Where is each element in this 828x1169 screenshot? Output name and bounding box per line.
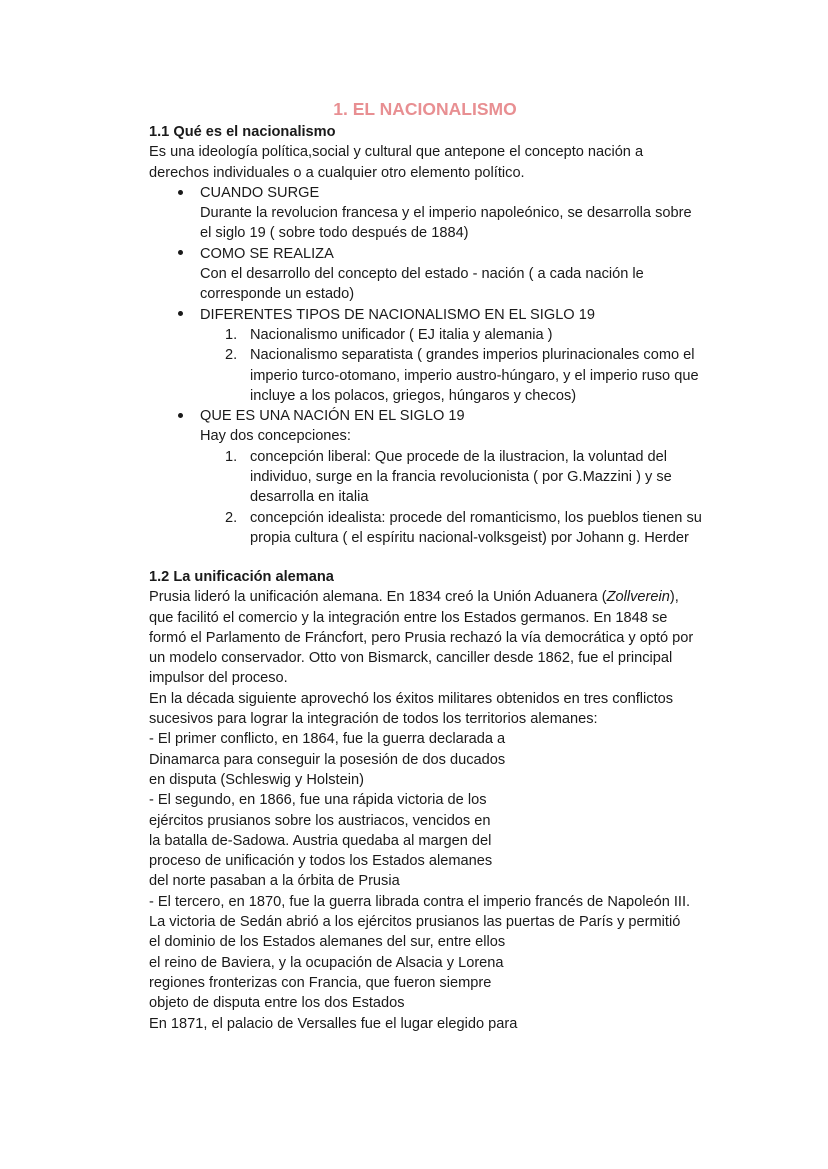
text-line [149,750,749,770]
line-text: Nacionalismo separatista ( grandes imperios plurinacionales como el [250,347,695,364]
text-line [149,993,749,1013]
line-text: formó el Parlamento de Fráncfort, pero Prusia rechazó la vía democrática y optó por [149,629,694,646]
line-text: derechos individuales o a cualquier otro elemento político. [149,164,525,181]
line-text: Dinamarca para conseguir la posesión de dos ducados [149,751,506,768]
line-text: la batalla de-Sadowa. Austria quedaba al margen del [149,832,492,849]
text-line [149,973,749,993]
section-unificacion-alemana [149,567,749,1034]
line-text: propia cultura ( el espíritu nacional-volksgeist) por Johann g. Herder [250,529,689,546]
section-heading: 1.1 Qué es el nacionalismo [149,124,336,140]
text-line [149,953,749,973]
numbered-item [149,508,749,528]
line-text: ejércitos prusianos sobre los austriacos, vencidos en [149,812,491,829]
line-text: impulsor del proceso. [149,670,288,687]
numbered-item [149,345,749,365]
document-title: 1. EL NACIONALISMO [333,99,517,119]
line-text: CUANDO SURGE [200,184,320,201]
line-text: COMO SE REALIZA [200,245,334,262]
line-text: - El primer conflicto, en 1864, fue la guerra declarada a [149,731,506,748]
line-text: - El tercero, en 1870, fue la guerra librada contra el imperio francés de Napoleón III. [149,893,691,910]
line-text: desarrolla en italia [250,489,369,506]
text-line [149,892,749,912]
text-line [149,689,749,709]
line-text: QUE ES UNA NACIÓN EN EL SIGLO 19 [200,408,465,425]
line-text: regiones fronterizas con Francia, que fueron siempre [149,974,492,991]
line-text: objeto de disputa entre los dos Estados [149,995,405,1012]
section-body [149,587,749,1034]
text-line [149,770,749,790]
bullet-icon [178,406,183,426]
line-text-end: ), [669,589,679,606]
line-text: Nacionalismo unificador ( EJ italia y alemania ) [250,326,553,343]
text-line [149,163,749,183]
text-line [149,142,749,162]
line-text: en disputa (Schleswig y Holstein) [149,771,364,788]
list-number: 1. [225,448,238,465]
line-text: concepción idealista: procede del romanticismo, los pueblos tienen su [250,509,702,526]
text-line [149,628,749,648]
line-text: imperio turco-otomano, imperio austro-húngaro, y el imperio ruso que [250,367,699,384]
list-number: 2. [225,509,238,526]
text-line [149,811,749,831]
text-line [149,284,749,304]
line-text: concepción liberal: Que procede de la ilustracion, la voluntad del [250,448,667,465]
text-line [149,386,749,406]
line-text: DIFERENTES TIPOS DE NACIONALISMO EN EL SIGLO 19 [200,306,595,323]
line-text: el dominio de los Estados alemanes del sur, entre ellos [149,934,506,951]
text-line [149,467,749,487]
line-text: La victoria de Sedán abrió a los ejércitos prusianos las puertas de París y permitió [149,914,681,931]
text-line [149,932,749,952]
bullet-item [149,244,749,264]
text-line [149,790,749,810]
text-line [149,648,749,668]
line-text: incluye a los polacos, griegos, húngaros y checos) [250,387,577,404]
list-number: 2. [225,347,238,364]
line-text: Durante la revolucion francesa y el imperio napoleónico, se desarrolla sobre [200,205,692,222]
section-heading: 1.2 La unificación alemana [149,569,334,585]
text-line [149,912,749,932]
text-line [149,203,749,223]
line-text: Es una ideología política,social y cultural que antepone el concepto nación a [149,144,644,161]
line-text: del norte pasaban a la órbita de Prusia [149,873,400,890]
line-text: En la década siguiente aprovechó los éxitos militares obtenidos en tres conflictos [149,690,674,707]
text-line [149,528,749,548]
line-text: corresponde un estado) [200,286,355,303]
text-line [149,1014,749,1034]
line-text: Con el desarrollo del concepto del estado - nación ( a cada nación le [200,266,644,283]
bullet-icon [178,183,183,203]
text-line [149,709,749,729]
bullet-icon [178,244,183,264]
text-line [149,587,749,607]
text-line [149,264,749,284]
bullet-item [149,183,749,203]
section-que-es-nacionalismo [149,122,749,548]
text-line [149,851,749,871]
line-text: Hay dos concepciones: [200,428,351,445]
text-line [149,366,749,386]
line-text: que facilitó el comercio y la integración entre los Estados germanos. En 1848 se [149,609,668,626]
bullet-icon [178,305,183,325]
line-text: proceso de unificación y todos los Estados alemanes [149,853,493,870]
text-line [149,223,749,243]
bullet-item [149,406,749,426]
list-number: 1. [225,326,238,343]
numbered-item [149,325,749,345]
text-line [149,426,749,446]
text-line [149,487,749,507]
line-text: el reino de Baviera, y la ocupación de Alsacia y Lorena [149,954,504,971]
italic-term: Zollverein [606,589,670,606]
text-line [149,729,749,749]
line-text: - El segundo, en 1866, fue una rápida victoria de los [149,792,487,809]
text-line [149,831,749,851]
text-line [149,871,749,891]
bullet-item [149,305,749,325]
line-text: el siglo 19 ( sobre todo después de 1884) [200,225,469,242]
line-text: Prusia lideró la unificación alemana. En 1834 creó la Unión Aduanera ( [149,589,607,606]
line-text: individuo, surge en la francia revolucionista ( por G.Mazzini ) y se [250,469,672,486]
numbered-item [149,447,749,467]
text-line [149,608,749,628]
line-text: sucesivos para lograr la integración de todos los territorios alemanes: [149,711,598,728]
section-body [149,142,749,548]
line-text: un modelo conservador. Otto von Bismarck, canciller desde 1862, fue el principal [149,650,673,667]
text-line [149,668,749,688]
line-text: En 1871, el palacio de Versalles fue el lugar elegido para [149,1015,518,1032]
